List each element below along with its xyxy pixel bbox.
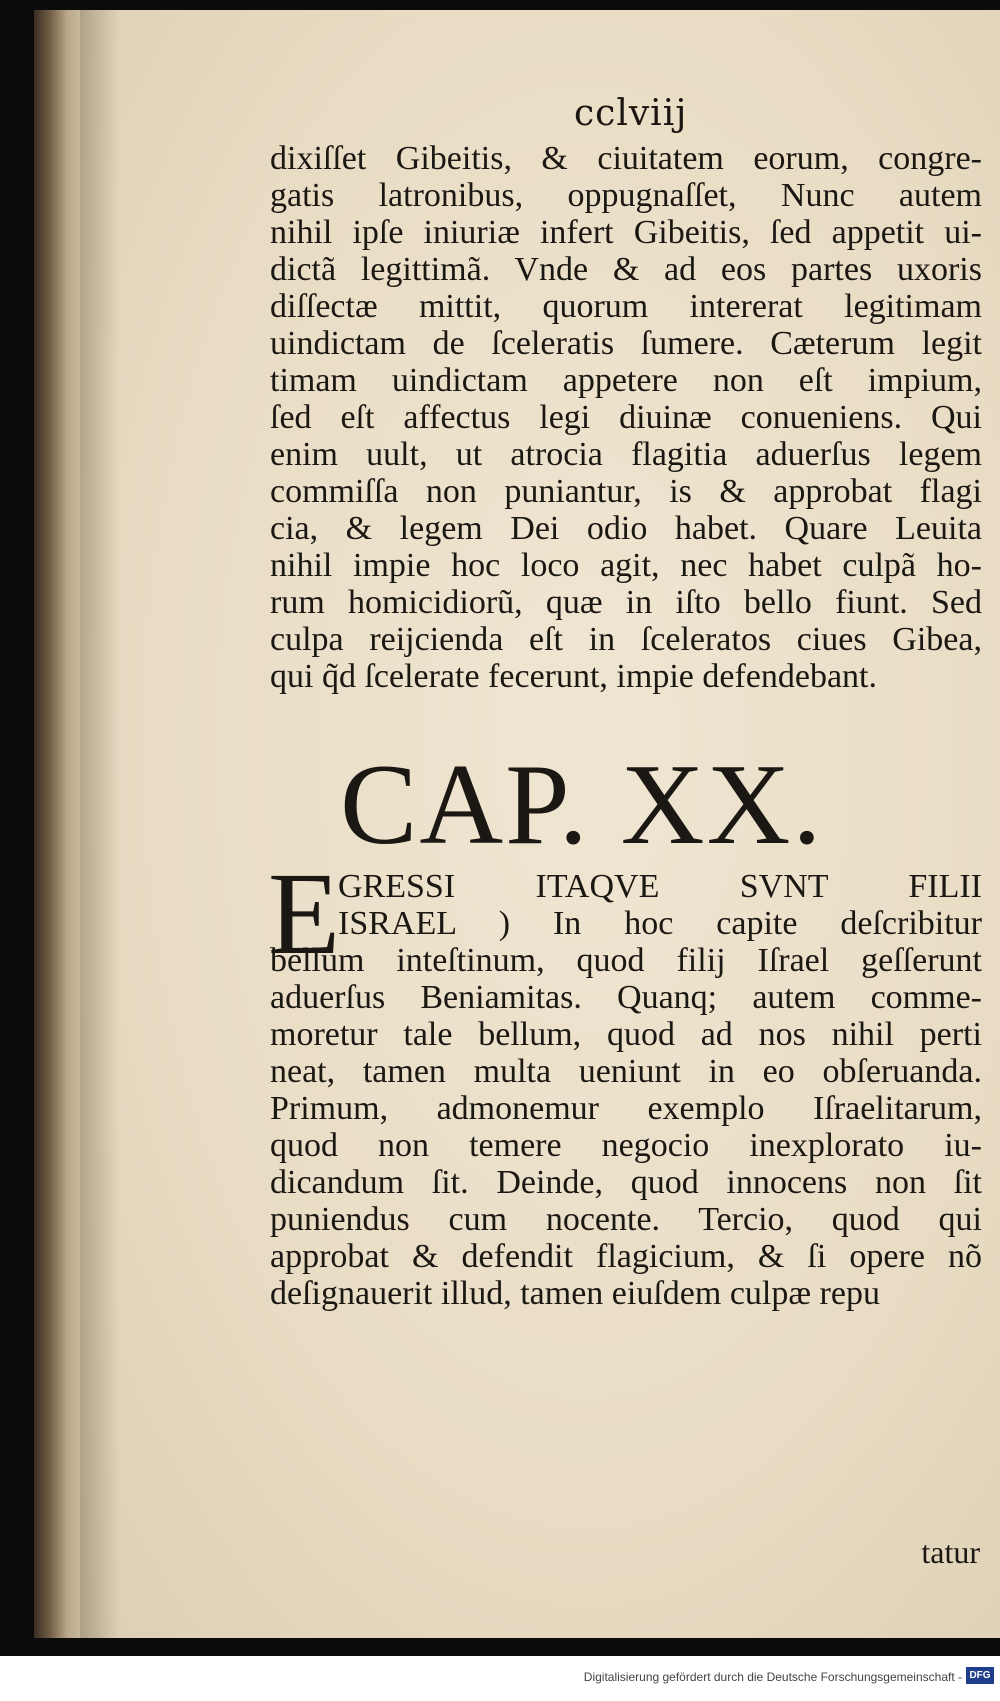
text-line: dixiſſet Gibeitis, & ciuitatem eorum, congre- — [270, 140, 982, 177]
paragraph-2 — [268, 848, 982, 1312]
chapter-heading: CAP. XX. — [340, 741, 824, 869]
paragraph-1 — [270, 140, 982, 695]
text-line: bellum inteſtinum, quod filij Iſrael geſſerunt — [270, 942, 982, 979]
digitization-footer — [0, 1656, 1000, 1701]
text-line: cia, & legem Dei odio habet. Quare Leuita — [270, 510, 982, 547]
text-line: ISRAEL ) In hoc capite deſcribitur — [338, 905, 982, 942]
text-line: diſſectæ mittit, quorum intererat legitimam — [270, 288, 982, 325]
text-line: nihil ipſe iniuriæ infert Gibeitis, ſed appetit ui- — [270, 214, 982, 251]
text-line: nihil impie hoc loco agit, nec habet culpã ho- — [270, 547, 982, 584]
text-line: commiſſa non puniantur, is & approbat flagi — [270, 473, 982, 510]
text-line: dicandum ſit. Deinde, quod innocens non ſit — [270, 1164, 982, 1201]
dfg-logo: DFG — [966, 1667, 994, 1684]
text-line: quod non temere negocio inexplorato iu- — [270, 1127, 982, 1164]
text-line: puniendus cum nocente. Tercio, quod qui — [270, 1201, 982, 1238]
text-line: approbat & defendit flagicium, & ſi opere nõ — [270, 1238, 982, 1275]
folio-number: cclviij — [574, 93, 688, 134]
text-line: moretur tale bellum, quod ad nos nihil perti — [270, 1016, 982, 1053]
text-line: dictã legittimã. Vnde & ad eos partes uxoris — [270, 251, 982, 288]
text-line: gatis latronibus, oppugnaſſet, Nunc autem — [270, 177, 982, 214]
text-line: deſignauerit illud, tamen eiuſdem culpæ repu — [270, 1275, 880, 1312]
footer-credit: Digitalisierung gefördert durch die Deutsche Forschungsgemeinschaft - — [583, 1670, 962, 1684]
text-line: enim uult, ut atrocia flagitia aduerſus legem — [270, 436, 982, 473]
text-line: GRESSI ITAQVE SVNT FILII — [338, 868, 982, 905]
text-line: rum homicidiorũ, quæ in iſto bello fiunt. Sed — [270, 584, 982, 621]
text-line: qui q̃d ſcelerate fecerunt, impie defendebant. — [270, 658, 877, 695]
text-line: neat, tamen multa ueniunt in eo obſeruanda. — [270, 1053, 982, 1090]
text-line: Primum, admonemur exemplo Iſraelitarum, — [270, 1090, 982, 1127]
text-line: culpa reijcienda eſt in ſceleratos ciues Gibea, — [270, 621, 982, 658]
text-line: uindictam de ſceleratis ſumere. Cæterum legit — [270, 325, 982, 362]
text-line: timam uindictam appetere non eſt impium, — [270, 362, 982, 399]
text-line: aduerſus Beniamitas. Quanq; autem comme- — [270, 979, 982, 1016]
gutter-shadow — [80, 10, 120, 1638]
drop-cap-initial: E — [268, 848, 341, 979]
catchword: tatur — [921, 1534, 980, 1570]
text-line: ſed eſt affectus legi diuinæ conueniens. Qui — [270, 399, 982, 436]
